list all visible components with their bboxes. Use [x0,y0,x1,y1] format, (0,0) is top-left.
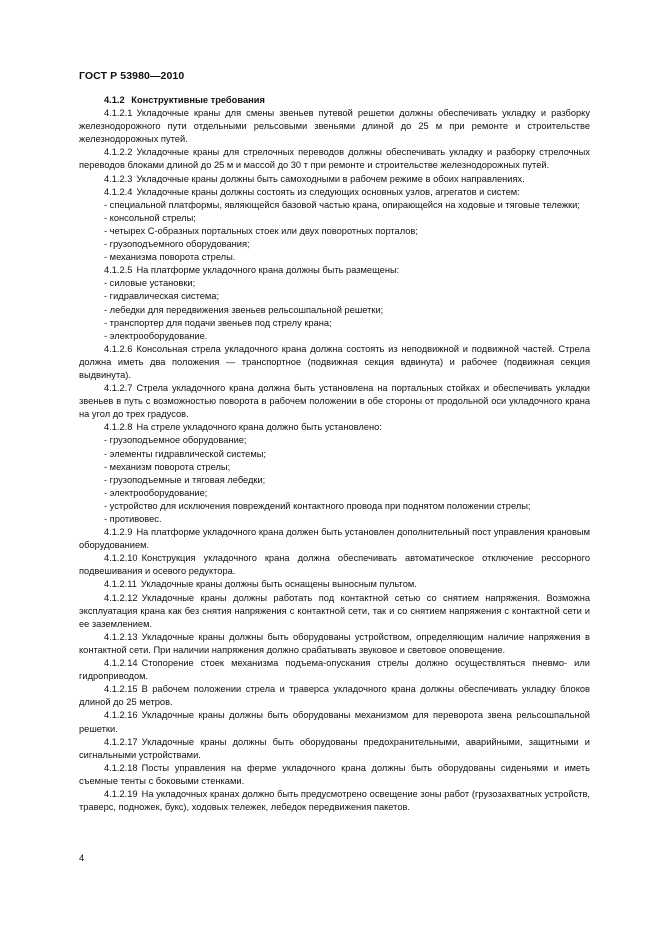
list-item: - электрооборудование. [104,330,208,341]
paragraph-4-1-2-2: 4.1.2.2 Укладочные краны для стрелочных переводов должны обеспечивать укладку и разборку стрелочных переводов блоками длиной до 25 м и массой до 30 т при ремонте и строительстве железнодорожных путей. [79,147,590,171]
list-item: - противовес. [104,514,162,524]
document-body [79,94,590,814]
list-item: - гидравлическая система; [104,291,220,302]
list-item: - транспортер для подачи звеньев под стрелу крана; [104,317,332,328]
list-item: - элементы гидравлической системы; [104,448,266,459]
paragraph-4-1-2-8: 4.1.2.8 На стреле укладочного крана должно быть установлено: [104,422,382,433]
paragraph-4-1-2-5: 4.1.2.5 На платформе укладочного крана должны быть размещены: [104,265,400,276]
paragraph-4-1-2-18: 4.1.2.18 Посты управления на ферме укладочного крана должны быть оборудованы сиденьями и иметь съемные тенты с боковыми стенками. [79,762,590,786]
paragraph-4-1-2-11: 4.1.2.11 Укладочные краны должны быть оснащены выносным пультом. [104,579,417,590]
section-title-text: Конструктивные требования [131,95,265,105]
list-item: - устройство для исключения повреждений контактного провода при поднятом положении стрелы; [104,500,531,511]
section-number: 4.1.2 [104,95,125,105]
document-header: ГОСТ Р 53980—2010 [79,70,185,82]
section-title [79,94,590,107]
list-item: - механизм поворота стрелы; [104,461,231,472]
list-item: - силовые установки; [104,278,196,289]
page-number: 4 [79,853,85,863]
list-item: - лебедки для передвижения звеньев рельсошпальной решетки; [104,304,384,315]
paragraph-4-1-2-17: 4.1.2.17 Укладочные краны должны быть оборудованы предохранительными, аварийными, защитными и сигнальными устройствами. [79,736,590,760]
paragraph-4-1-2-7: 4.1.2.7 Стрела укладочного крана должна быть установлена на портальных стойках и обеспечивать укладки звеньев в путь с возможностью поворота в рабочем положении в обе стороны от продольной оси укладочного крана на угол до трех градусов. [79,383,590,420]
list-item: - консольной стрелы; [104,212,196,223]
paragraph-4-1-2-12: 4.1.2.12 Укладочные краны должны работать под контактной сетью со снятием напряжения. Возможна эксплуатация крана как без снятия напряжения с контактной сети, так и со снятием напряжения с контактной сети и ее заземлением. [79,592,590,629]
paragraph-4-1-2-16: 4.1.2.16 Укладочные краны должны быть оборудованы механизмом для переворота звена рельсошпальной решетки. [79,710,590,734]
list-item: - механизма поворота стрелы. [104,252,236,263]
list-item: - четырех С-образных портальных стоек или двух поворотных порталов; [104,225,418,236]
paragraph-4-1-2-10: 4.1.2.10 Конструкция укладочного крана должна обеспечивать автоматическое отключение рессорного подвешивания и осевого редуктора. [79,553,590,577]
paragraph-4-1-2-1: 4.1.2.1 Укладочные краны для смены звеньев путевой решетки должны обеспечивать укладку и разборку железнодорожного пути отдельными рельсовыми звеньями длиной до 25 м при ремонте и строительстве железнодорожных путей. [79,108,590,145]
paragraph-4-1-2-14: 4.1.2.14 Стопорение стоек механизма подъема-опускания стрелы должно осуществляться пневмо- или гидроприводом. [79,658,590,682]
list-item: - электрооборудование; [104,487,208,498]
paragraph-4-1-2-13: 4.1.2.13 Укладочные краны должны быть оборудованы устройством, определяющим наличие напряжения в контактной сети. При наличии напряжения должно срабатывать звуковое и световое оповещение. [79,631,590,655]
paragraph-4-1-2-4: 4.1.2.4 Укладочные краны должны состоять из следующих основных узлов, агрегатов и систем: [104,186,520,197]
paragraph-4-1-2-15: 4.1.2.15 В рабочем положении стрела и траверса укладочного крана должны обеспечивать укладку блоков длиной до 25 метров. [79,684,590,708]
list-item: - грузоподъемное оборудование; [104,435,247,446]
paragraph-4-1-2-3: 4.1.2.3 Укладочные краны должны быть самоходными в рабочем режиме в обоих направлениях. [104,173,525,184]
paragraph-4-1-2-6: 4.1.2.6 Консольная стрела укладочного крана должна состоять из неподвижной и подвижной частей. Стрела должна иметь два положения — транспортное (подвижная секция вдвинута) и рабочее (подвижная секция выдвинута). [79,343,590,380]
paragraph-4-1-2-19: 4.1.2.19 На укладочных кранах должно быть предусмотрено освещение зоны работ (грузозахватных устройств, траверс, подножек, букс), ходовых тележек, лебедок передвижения пакетов. [79,788,590,813]
paragraph-4-1-2-9: 4.1.2.9 На платформе укладочного крана должен быть установлен дополнительный пост управления крановым оборудованием. [79,527,590,551]
list-item: - грузоподъемного оборудования; [104,239,250,250]
list-item: - грузоподъемные и тяговая лебедки; [104,474,266,485]
list-item: - специальной платформы, являющейся базовой частью крана, опирающейся на ходовые и тяговые тележки; [104,199,580,210]
